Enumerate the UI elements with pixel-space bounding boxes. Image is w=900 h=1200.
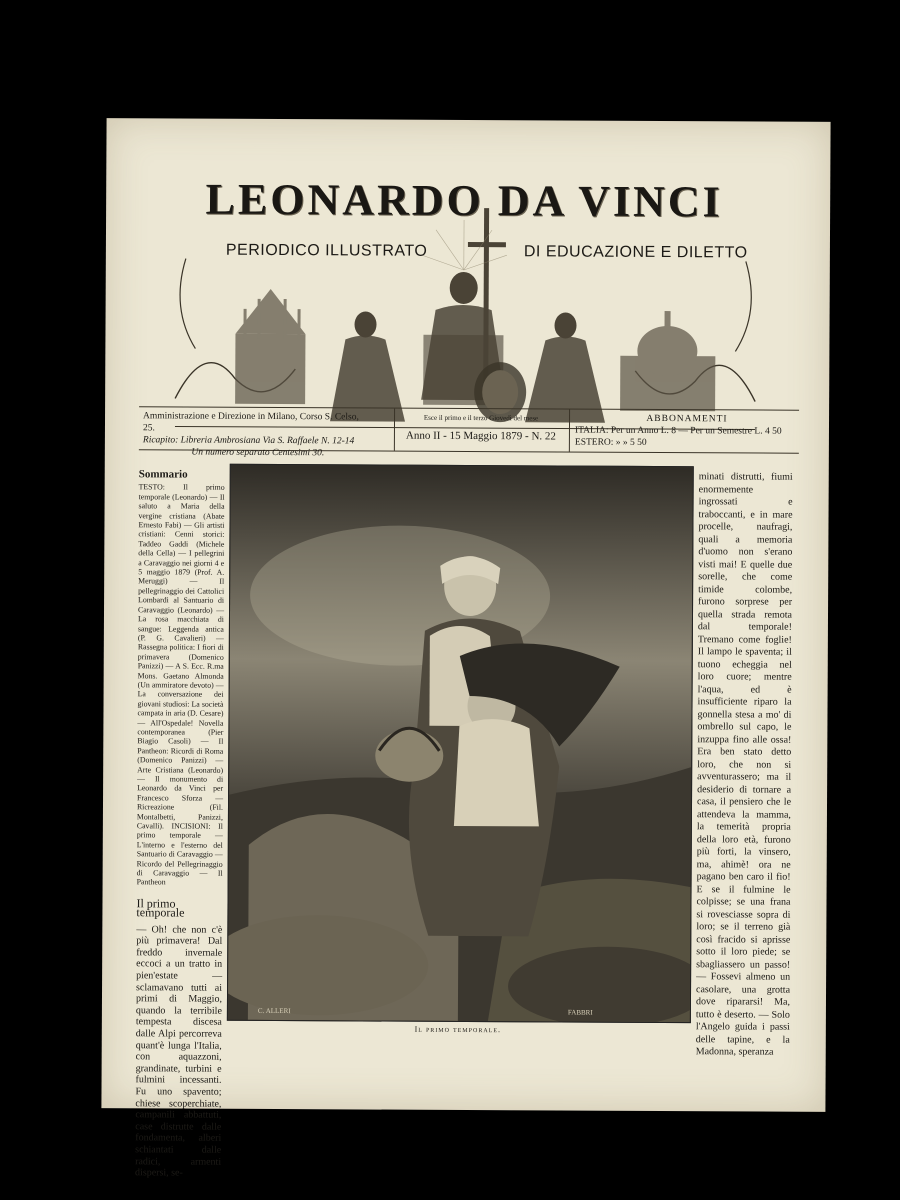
masthead-title: LEONARDO DA VINCI [205, 174, 723, 227]
masthead-subtitle-left: PERIODICO ILLUSTRATO [225, 241, 428, 260]
article-heading: Il primo temporale [136, 896, 185, 920]
admin-info [143, 410, 373, 459]
admin-address: Amministrazione e Direzione in Milano, Corso S. Celso, 25. [142, 411, 359, 434]
issue-number: Anno II - 15 Maggio 1879 - N. 22 [405, 429, 556, 443]
signature-left: C. ALLERI [257, 1006, 291, 1016]
info-bar [139, 406, 799, 459]
sommario-heading: Sommario [138, 468, 188, 481]
subscription-italy: ITALIA: Per un Anno L. 8 — Per un Semestre L. 4 50 [574, 425, 782, 437]
newspaper-page [101, 118, 830, 1179]
subscription-abroad: ESTERO: » » 5 50 [574, 437, 647, 448]
admin-bookshop: Ricapito: Libreria Ambrosiana Via S. Raffaele N. 12-14 [142, 435, 355, 447]
storm-engraving [228, 465, 693, 1022]
single-issue-price: Un numero separato Centesimi 30. [191, 447, 325, 459]
engraving-illustration [227, 464, 694, 1023]
masthead-subtitle-right: DI EDUCAZIONE E DILETTO [523, 243, 748, 262]
left-column [135, 470, 225, 1179]
article-text-right: minati distrutti, fiumi enormemente ingrossati e traboccanti, e in mare procelle, naufragi, quali a memoria d'uomo non s'erano visti mai! E quelle due sorelle, che come timide colombe, furono sorprese per quella strada remota dal temporale! Tremano come foglie! Il lampo le spaventa; il tuono echeggia nel loro cuore; mentre l'aqua, ed è insufficiente riparo la gonnella stesa a mo' di ombrello sul capo, le inzuppa fino alle ossa! Era ben stato detto loro, che non si avventurassero; ma il desiderio di tornare a casa, il pensiero che le attendeva la mamma, la temerità propria della loro età, furono più forti, la vinsero, ma, ahimè! ora ne pagano ben caro il fio! E se il fulmine le colpisse; se una frana si rovesciasse sopra di loro; se il terreno già così fracido si aprisse sotto il loro piede; se sbagliassero un passo! — Fossevi almeno un casolare, una grotta dove ripararsi! Ma, tutto è deserto. — Solo l'Angelo guida i passi delle tapine, e la Madonna, speranza [695, 471, 793, 1058]
article-text-left: — Oh! che non c'è più primavera! Dal freddo invernale eccoci a un tratto in pien'estate — sclamavano tutti ai primi di Maggio, quando la terribile tempesta discesa dalle Alpi percorreva quant'è lunga l'Italia, con aquazzoni, grandinate, turbini e fulmini incessanti. Fu uno spavento; chiese scoperchiate, campanili abbattuti, case distrutte dalle fondamenta, alberi schiantati dalle radici, armenti dispersi, se- [135, 923, 223, 1179]
right-column [696, 471, 793, 1059]
sommario-text: TESTO: Il primo temporale (Leonardo) — Il saluto a Maria della vergine cristiana (Abate Ernesto Fabi) — Gli artisti cristiani: Cenni storici: Taddeo Gaddi (Michele della Cella) — I pellegrini a Caravaggio nei giorni 4 e 5 maggio 1879 (Prof. A. Meruggi) — Il pellegrinaggio dei Cattolici Lombardi al Santuario di Caravaggio (Leonardo) — La rosa macchiata di sangue: Leggenda antica (P. G. Cavalieri) — Rassegna politica: I fiori di primavera (Domenico Panizzi) — A S. Ecc. R.ma Mons. Gaetano Almonda (Un ammiratore devoto) — La conversazione dei giovani studiosi: La società campata in aria (D. Cesare) — All'Ospedale! Novella contemporanea (Pier Biagio Casoli) — Il Pantheon: Ricordi di Roma (Domenico Panizzi) — Arte Cristiana (Leonardo) — Il monumento di Leonardo da Vinci per Francesco Sforza — Ricreazione (Fil. Montalbetti, Panizzi, Cavalli). INCISIONI: Il primo temporale — L'interno e l'esterno del Santuario di Caravaggio — Ricordo del Pellegrinaggio di Caravaggio — Il Pantheon [136, 482, 225, 887]
subscriptions-title: ABBONAMENTI [646, 413, 728, 425]
illustration-caption: Il primo temporale. [414, 1024, 502, 1035]
divider [394, 409, 395, 451]
subscriptions [575, 413, 799, 450]
divider [569, 410, 570, 452]
issue-info [401, 412, 561, 443]
publication-schedule: Esce il primo e il terzo Giovedì del mese [423, 413, 539, 423]
signature-right: FABBRI [567, 1008, 593, 1017]
